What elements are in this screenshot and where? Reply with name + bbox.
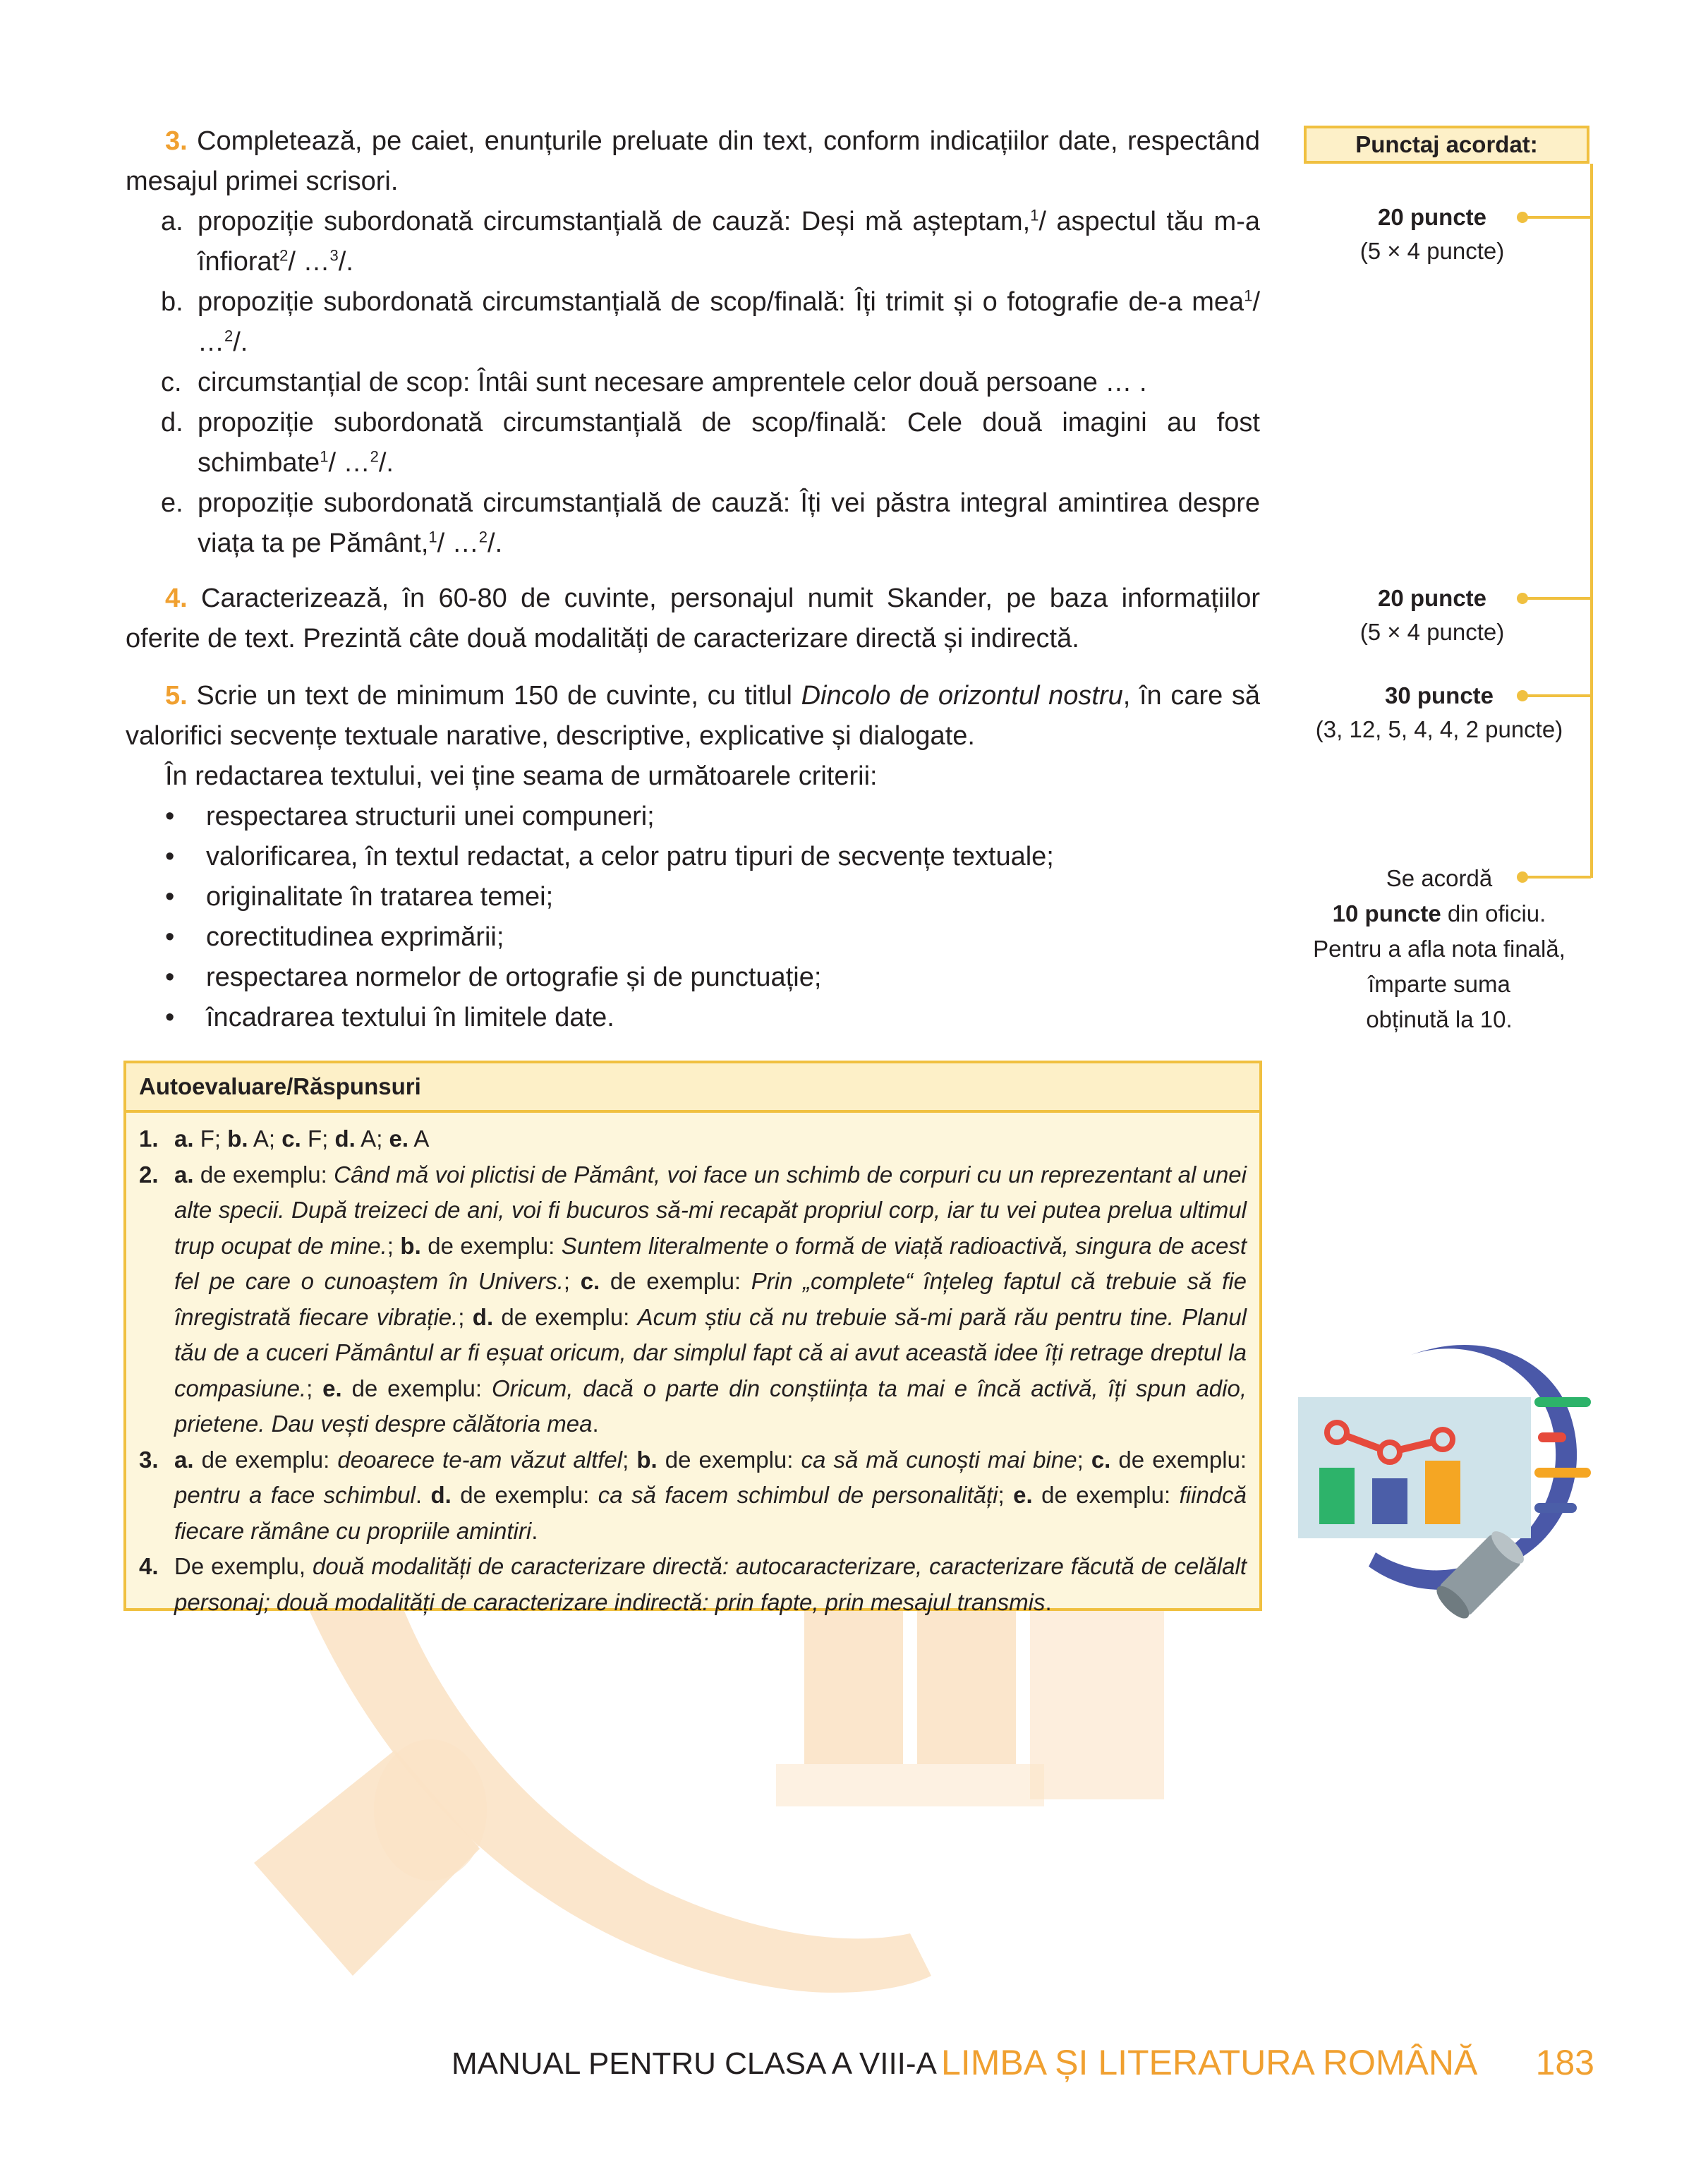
- item-text: /.: [338, 247, 353, 277]
- score-detail: (5 × 4 puncte): [1359, 619, 1505, 645]
- item-text: / aspectul tău m-a înfiorat: [198, 207, 1260, 277]
- exercise-number: 4.: [165, 584, 188, 613]
- separator: ;: [322, 1125, 329, 1152]
- example-label: De exemplu,: [174, 1553, 306, 1579]
- score-detail: (5 × 4 puncte): [1359, 238, 1505, 264]
- item-text: propoziție subordonată circumstanțială de cauză: Deși mă așteptam,: [198, 207, 1031, 236]
- footer-manual-title: MANUAL PENTRU CLASA A VIII-A: [452, 2046, 937, 2081]
- answer-1: [139, 1121, 1247, 1157]
- answer-text: Oricum, dacă o parte din conștiința ta mai e încă activă, îți spun adio, prietene. Dau vești despre călătoria mea: [174, 1375, 1247, 1437]
- answer-number: 4.: [139, 1553, 159, 1579]
- criteria-item: [126, 958, 1260, 998]
- answer-letter: b.: [227, 1125, 248, 1152]
- exercise-3: [126, 121, 1260, 564]
- item-text: /.: [487, 529, 503, 558]
- answer-text: două modalități de caracterizare directă: autocaracterizare, caracterizare făcută de celălalt personaj; două modalități de caracterizare indirectă: prin fapte, prin mesajul transmis: [174, 1553, 1247, 1615]
- page-footer: [452, 2038, 1598, 2087]
- separator: ;: [376, 1125, 383, 1152]
- exercise-5-prompt-rest: , în care să valorifici secvențe textuale narative, descriptive, explicative și dialogate.: [126, 681, 1261, 751]
- answer-number: 3.: [139, 1446, 159, 1473]
- superscript: 2: [279, 246, 289, 265]
- score-ex4: [1291, 581, 1573, 649]
- answer-letter: b.: [400, 1232, 421, 1259]
- bullet: •: [165, 1003, 175, 1032]
- example-label: de exemplu:: [501, 1303, 630, 1330]
- item-text: /.: [378, 448, 394, 478]
- exercise-3-item-e: [126, 483, 1260, 564]
- criteria-text: originalitate în tratarea temei;: [206, 882, 554, 912]
- criteria-item: [126, 837, 1260, 877]
- answer-letter: d.: [430, 1482, 452, 1508]
- essay-title: Dincolo de orizontul nostru: [801, 681, 1123, 711]
- criteria-text: încadrarea textului în limitele date.: [206, 1003, 614, 1032]
- example-label: de exemplu:: [665, 1446, 794, 1473]
- answer-letter: c.: [580, 1268, 600, 1294]
- criteria-item: [126, 877, 1260, 917]
- answer-value: F: [200, 1125, 214, 1152]
- bullet: •: [165, 962, 175, 992]
- criteria-text: respectarea normelor de ortografie și de punctuație;: [206, 962, 822, 992]
- exercise-3-item-c: [126, 363, 1260, 403]
- answer-text: pentru a face schimbul: [174, 1482, 416, 1508]
- criteria-text: respectarea structurii unei compuneri;: [206, 802, 655, 831]
- exercise-3-item-a: [126, 202, 1260, 282]
- score-bullet-icon: [1517, 212, 1528, 223]
- superscript: 2: [224, 327, 234, 345]
- answer-text: fiindcă fiecare rămâne cu propriile amintiri: [174, 1482, 1247, 1544]
- criteria-item: [126, 917, 1260, 958]
- exercise-number: 3.: [165, 126, 188, 156]
- example-label: de exemplu:: [200, 1161, 327, 1188]
- answer-letter: c.: [1091, 1446, 1111, 1473]
- score-bullet-icon: [1517, 690, 1528, 701]
- answer-text: Prin „complete“ înțeleg faptul că trebuie să fie înregistrată fiecare vibrație.: [174, 1268, 1247, 1330]
- item-text: / …: [288, 247, 330, 277]
- criteria-item: [126, 998, 1260, 1038]
- example-label: de exemplu:: [1118, 1446, 1247, 1473]
- criteria-text: corectitudinea exprimării;: [206, 922, 504, 952]
- score-header: Punctaj acordat:: [1304, 126, 1589, 164]
- criteria-text: valorificarea, în textul redactat, a celor patru tipuri de secvențe textuale;: [206, 842, 1054, 871]
- answer-text: ca să facem schimbul de personalități: [598, 1482, 998, 1508]
- score-points: 20 puncte: [1377, 585, 1487, 611]
- answer-value: A: [361, 1125, 377, 1152]
- answer-letter: a.: [174, 1161, 194, 1188]
- bullet: •: [165, 882, 175, 912]
- answer-text: Acum știu că nu trebuie să-mi pară rău pentru tine. Planul tău de a cuceri Pământul ar fi eșuat oricum, dar simplul fapt că ai avut această idee îți retrage dreptul la compasiune.: [174, 1303, 1247, 1401]
- answer-letter: a.: [174, 1446, 194, 1473]
- answer-text: ca să mă cunoști mai bine: [801, 1446, 1077, 1473]
- score-ex3: [1291, 200, 1573, 268]
- score-ex5: [1298, 679, 1580, 747]
- superscript: 1: [1244, 286, 1253, 305]
- item-text: propoziție subordonată circumstanțială de scop/finală: Îți trimit și o fotografie de-a mea: [198, 287, 1244, 317]
- item-text: / …: [437, 529, 479, 558]
- criteria-item: [126, 797, 1260, 837]
- item-letter: c.: [161, 368, 182, 397]
- score-connector: [1527, 876, 1591, 879]
- office-points: 10 puncte: [1332, 900, 1441, 926]
- answer-text: Când mă voi plictisi de Pământ, voi face un schimb de corpuri cu un reprezentant al unei alte specii. După treizeci de ani, voi fi bucuros să-mi recapăt propriul corp, iar tu vei putea prelua ultimul trup ocupat de mine.: [174, 1161, 1247, 1259]
- item-text: / …: [198, 287, 1260, 357]
- bullet: •: [165, 922, 175, 952]
- score-bracket-line: [1590, 164, 1593, 878]
- item-text: circumstanțial de scop: Întâi sunt necesare amprentele celor două persoane … .: [198, 368, 1147, 397]
- item-text: propoziție subordonată circumstanțială de scop/finală: Cele două imagini au fost schimbate: [198, 408, 1260, 478]
- page-number: 183: [1535, 2043, 1594, 2082]
- score-connector: [1527, 216, 1591, 219]
- score-office: [1298, 861, 1580, 1037]
- item-text: propoziție subordonată circumstanțială de cauză: Îți vei păstra integral amintirea despre viața ta pe Pământ,: [198, 488, 1260, 558]
- answer-value: A: [413, 1125, 430, 1152]
- answer-letter: a.: [174, 1125, 194, 1152]
- answer-letter: e.: [1013, 1482, 1033, 1508]
- item-letter: b.: [161, 287, 183, 317]
- exercise-5-prompt: Scrie un text de minimum 150 de cuvinte, cu titlul: [196, 681, 792, 711]
- superscript: 3: [329, 246, 339, 265]
- magnifier-chart-icon: [1291, 1341, 1601, 1630]
- superscript: 1: [428, 528, 437, 546]
- exercise-number: 5.: [165, 681, 188, 711]
- answer-4: 4. De exemplu, două modalități de caracterizare directă: autocaracterizare, caracterizare făcută de celălalt personaj; două modalități de caracterizare indirectă: prin fapte, prin mesajul transmis.: [139, 1549, 1247, 1620]
- superscript: 2: [478, 528, 488, 546]
- self-evaluation-box: [123, 1061, 1262, 1615]
- answer-letter: e.: [322, 1375, 342, 1401]
- superscript: 1: [1030, 206, 1039, 224]
- score-connector: [1527, 694, 1591, 697]
- office-text: din oficiu.: [1447, 900, 1546, 926]
- separator: ;: [268, 1125, 276, 1152]
- item-text: / …: [328, 448, 370, 478]
- answer-3: 3. a. de exemplu: deoarece te-am văzut altfel; b. de exemplu: ca să mă cunoști mai bine; c. de exemplu: pentru a face schimbul. d. de exemplu: ca să facem schimbul de personalități; e. de exemplu: fiindcă fiecare rămâne cu propriile amintiri.: [139, 1442, 1247, 1550]
- answer-letter: d.: [334, 1125, 356, 1152]
- superscript: 2: [370, 447, 379, 466]
- item-letter: a.: [161, 207, 183, 236]
- exercise-3-item-b: [126, 282, 1260, 363]
- bullet: •: [165, 802, 175, 831]
- answer-value: A: [253, 1125, 269, 1152]
- answer-number: 1.: [139, 1125, 159, 1152]
- example-label: de exemplu:: [428, 1232, 555, 1259]
- office-text: Pentru a afla nota finală,: [1313, 936, 1565, 962]
- score-connector: [1527, 597, 1591, 600]
- example-label: de exemplu:: [610, 1268, 741, 1294]
- answer-letter: d.: [472, 1303, 494, 1330]
- answers-title: Autoevaluare/Răspunsuri: [126, 1063, 1259, 1113]
- office-text: Se acordă: [1386, 865, 1493, 891]
- exercise-5: [126, 676, 1260, 1038]
- example-label: de exemplu:: [351, 1375, 483, 1401]
- exercise-3-intro: [126, 121, 1260, 202]
- office-text: obținută la 10.: [1366, 1006, 1513, 1032]
- bullet: •: [165, 842, 175, 871]
- example-label: de exemplu:: [201, 1446, 330, 1473]
- superscript: 1: [320, 447, 329, 466]
- criteria-intro: În redactarea textului, vei ține seama de următoarele criterii:: [165, 761, 878, 791]
- answer-number: 2.: [139, 1161, 159, 1188]
- separator: ;: [214, 1125, 222, 1152]
- score-bullet-icon: [1517, 871, 1528, 883]
- item-letter: e.: [161, 488, 183, 518]
- score-points: 20 puncte: [1377, 204, 1487, 230]
- answer-value: F: [307, 1125, 322, 1152]
- answer-letter: b.: [636, 1446, 658, 1473]
- item-text: /.: [233, 327, 248, 357]
- score-bullet-icon: [1517, 593, 1528, 604]
- example-label: de exemplu:: [460, 1482, 590, 1508]
- score-detail: (3, 12, 5, 4, 4, 2 puncte): [1315, 716, 1563, 742]
- answer-2: 2. a. de exemplu: Când mă voi plictisi de Pământ, voi face un schimb de corpuri cu un reprezentant al unei alte specii. După treizeci de ani, voi fi bucuros să-mi recapăt propriul corp, iar tu vei putea prelua ultimul trup ocupat de mine.; b. de exemplu: Suntem literalmente o formă de viață radioactivă, singura de acest fel pe care o cunoaștem în Univers.; c. de exemplu: Prin „complete“ înțeleg faptul că trebuie să fie înregistrată fiecare vibrație.; d. de exemplu: Acum știu că nu trebuie să-mi pară rău pentru tine. Planul tău de a cuceri Pământul ar fi eșuat oricum, dar simplul fapt că ai avut această idee îți retrage dreptul la compasiune.; e. de exemplu: Oricum, dacă o parte din conștiința ta mai e încă activă, îți spun adio, prietene. Dau vești despre călătoria mea.: [139, 1157, 1247, 1442]
- exercise-3-item-d: [126, 403, 1260, 483]
- exercise-4-prompt: Caracterizează, în 60-80 de cuvinte, personajul numit Skander, pe baza informațiilor oferite de text. Prezintă câte două modalități de caracterizare directă și indirectă.: [126, 584, 1260, 653]
- exercise-4: [126, 579, 1260, 659]
- footer-subject: LIMBA ȘI LITERATURA ROMÂNĂ: [941, 2043, 1478, 2082]
- item-letter: d.: [161, 408, 183, 437]
- exercise-3-prompt: Completează, pe caiet, enunțurile preluate din text, conform indicațiilor date, respectând mesajul primei scrisori.: [126, 126, 1260, 196]
- answer-text: Suntem literalmente o formă de viață radioactivă, singura de acest fel pe care o cunoaștem în Univers.: [174, 1232, 1247, 1294]
- example-label: de exemplu:: [1041, 1482, 1171, 1508]
- answer-letter: c.: [281, 1125, 301, 1152]
- answer-text: deoarece te-am văzut altfel: [337, 1446, 623, 1473]
- answer-letter: e.: [389, 1125, 409, 1152]
- score-points: 30 puncte: [1384, 682, 1494, 708]
- office-text: împarte suma: [1368, 971, 1510, 997]
